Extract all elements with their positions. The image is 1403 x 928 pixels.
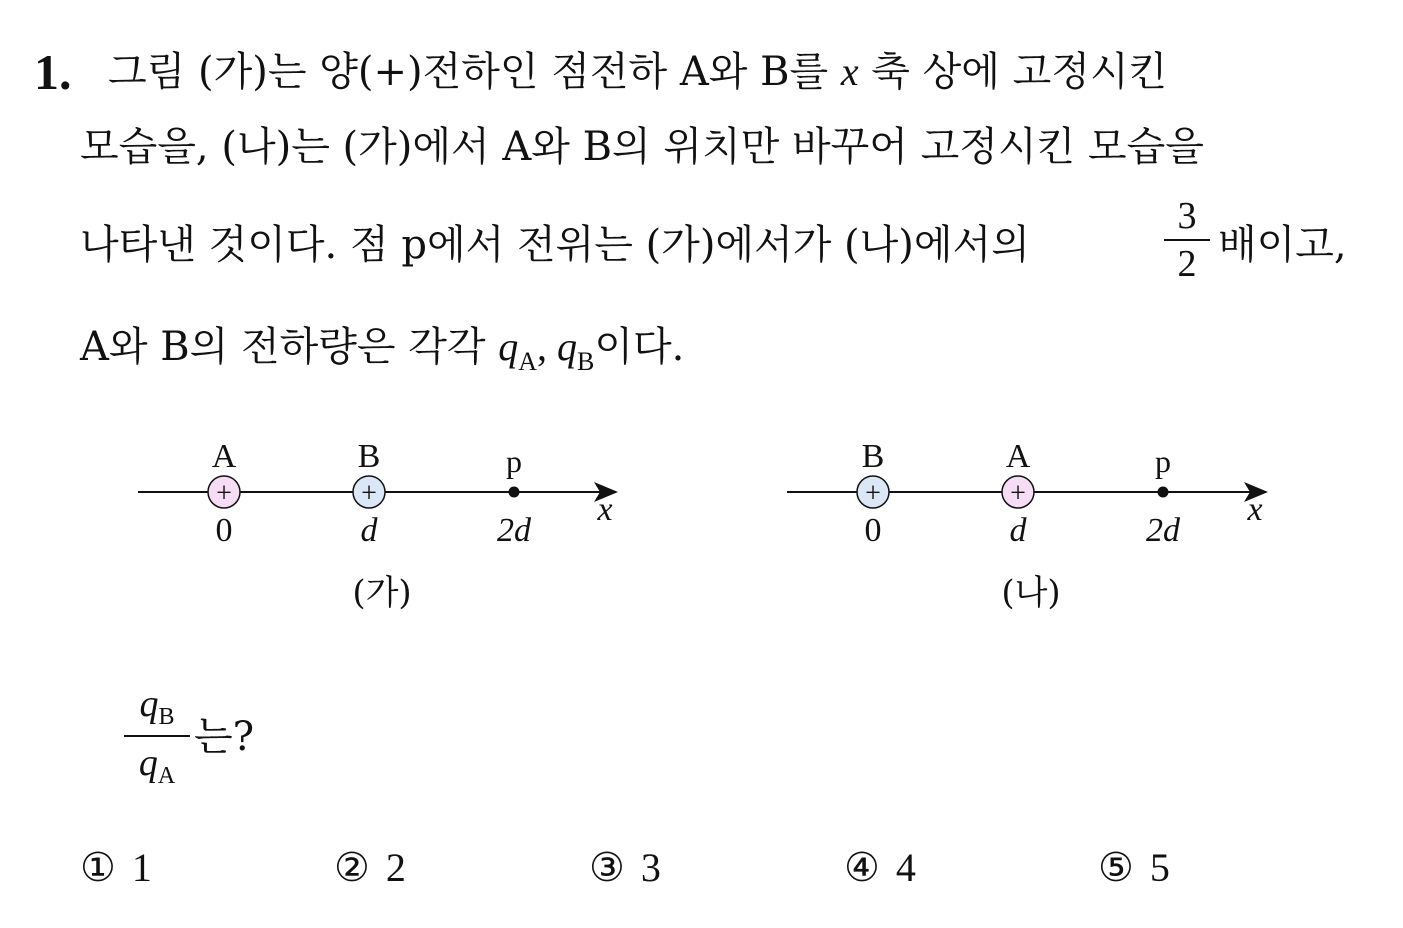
tick-label-2d: 2d — [1146, 512, 1180, 549]
choice-1[interactable] — [80, 843, 152, 893]
point-p-dot — [509, 487, 520, 498]
point-p-label: p — [506, 443, 522, 479]
problem-text-line-2: 모습을, (나)는 (가)에서 A와 B의 위치만 바꾸어 고정시킨 모습을 — [80, 124, 1204, 170]
charge-a-sign: + — [1010, 478, 1026, 509]
line4-text-a: A와 B의 전하량은 각각 — [80, 324, 499, 370]
denominator-sub: A — [157, 763, 176, 789]
charge-qa-sub: A — [518, 347, 538, 376]
choice-mark: ⑤ — [1098, 845, 1134, 891]
charge-label-b: B — [861, 438, 885, 475]
question-fraction — [124, 682, 190, 790]
question-tail: 는? — [194, 714, 255, 760]
tick-label-d: d — [360, 512, 378, 549]
question-numerator — [124, 682, 190, 731]
question-fraction-bar — [124, 735, 190, 737]
tick-label-0: 0 — [215, 512, 233, 549]
choice-4[interactable] — [844, 843, 916, 893]
choice-3[interactable] — [589, 843, 661, 893]
charge-a-sign: + — [216, 478, 232, 509]
numerator-sub: B — [158, 704, 175, 730]
choice-mark: ② — [334, 845, 370, 891]
charge-label-a: A — [1005, 438, 1031, 475]
point-p-dot — [1158, 487, 1169, 498]
tick-label-2d: 2d — [497, 512, 531, 549]
figure-caption-na: (나) — [1001, 573, 1061, 613]
axis-label-x: x — [1247, 491, 1263, 528]
numerator-var: q — [139, 683, 159, 725]
axis-label-x: x — [597, 491, 613, 528]
figure-ga — [138, 438, 616, 613]
charge-label-b: B — [357, 438, 381, 475]
charge-qa-var: q — [498, 324, 519, 369]
point-p-label: p — [1155, 443, 1171, 479]
line3-text-b: 배이고, — [1218, 222, 1347, 268]
choice-5[interactable] — [1098, 843, 1170, 893]
tick-label-d: d — [1009, 512, 1027, 549]
question-denominator — [124, 741, 190, 790]
choice-value: 2 — [385, 845, 406, 890]
ratio-denominator: 2 — [1177, 243, 1197, 285]
line4-text-b: 이다. — [594, 324, 685, 370]
line1-text-b: 축 상에 고정시킨 — [858, 49, 1168, 95]
figure-caption-ga: (가) — [352, 573, 412, 613]
choice-value: 5 — [1149, 845, 1170, 890]
problem-number: 1. — [34, 44, 72, 100]
ratio-numerator: 3 — [1177, 195, 1197, 237]
choice-value: 1 — [131, 845, 152, 890]
charge-b-sign: + — [361, 478, 377, 509]
choice-mark: ① — [80, 845, 116, 891]
charge-b-sign: + — [865, 478, 881, 509]
line4-comma: , — [537, 324, 558, 369]
choice-value: 4 — [895, 845, 916, 890]
figure-na — [787, 438, 1266, 613]
choice-mark: ④ — [844, 845, 880, 891]
choice-2[interactable] — [334, 843, 406, 893]
denominator-var: q — [138, 742, 158, 784]
charge-qb-sub: B — [577, 347, 595, 376]
axis-variable: x — [840, 49, 859, 94]
choice-value: 3 — [640, 845, 661, 890]
tick-label-0: 0 — [864, 512, 882, 549]
line3-text-a: 나타낸 것이다. 점 p에서 전위는 (가)에서가 (나)에서의 — [80, 222, 1030, 268]
charge-label-a: A — [211, 438, 237, 475]
choice-mark: ③ — [589, 845, 625, 891]
line1-text-a: 그림 (가)는 양(+)전하인 점전하 A와 B를 — [108, 49, 841, 95]
charge-qb-var: q — [557, 324, 578, 369]
